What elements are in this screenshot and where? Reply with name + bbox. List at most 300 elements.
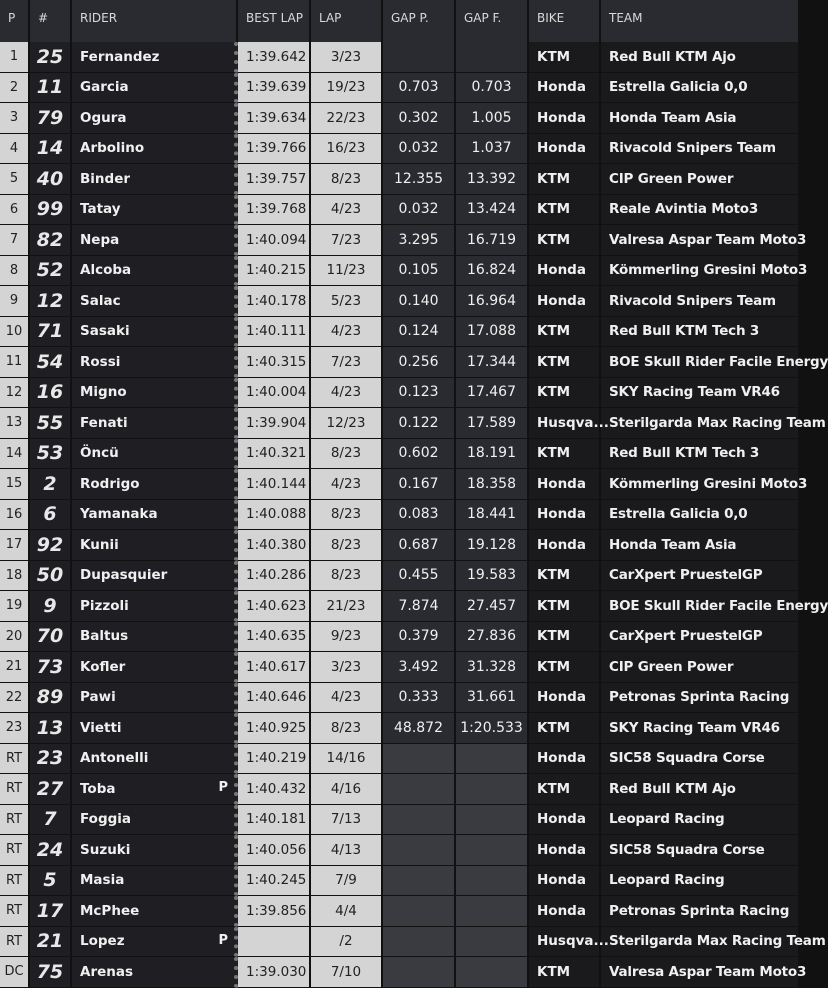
- gap-first-cell-text: 1.037: [471, 140, 512, 157]
- gap-previous-cell-text: 0.083: [398, 506, 439, 523]
- gap-previous-cell-text: 48.872: [394, 719, 443, 736]
- best-lap-cell: [238, 500, 311, 531]
- gap-previous-cell: [383, 683, 456, 714]
- best-lap-cell: [238, 774, 311, 805]
- gap-first-cell-text: 16.964: [467, 292, 516, 309]
- team-cell-text: Petronas Sprinta Racing: [609, 689, 790, 706]
- best-lap-cell: [238, 42, 311, 73]
- gap-previous-cell: [383, 103, 456, 134]
- gap-first-cell-text: 17.344: [467, 353, 516, 370]
- gap-previous-cell: [383, 42, 456, 73]
- team-cell: [601, 622, 800, 653]
- table-row[interactable]: [0, 500, 800, 531]
- rider-name-cell: [72, 591, 238, 622]
- lap-cell: [311, 591, 383, 622]
- rider-name-cell: [72, 195, 238, 226]
- gap-previous-cell: [383, 164, 456, 195]
- rider-name-cell: [72, 622, 238, 653]
- best-lap-cell-text: 1:40.004: [246, 384, 307, 401]
- table-row[interactable]: [0, 286, 800, 317]
- rider-name-cell-text: Tatay: [80, 201, 121, 218]
- lap-cell-text: 4/13: [330, 841, 362, 858]
- team-cell: [601, 866, 800, 897]
- gap-previous-cell: [383, 530, 456, 561]
- gap-first-cell-text: 27.836: [467, 628, 516, 645]
- lap-cell-text: 4/23: [330, 201, 362, 218]
- position-cell-text: 12: [5, 384, 23, 400]
- position-cell-text: 9: [9, 293, 19, 309]
- bike-cell: [529, 225, 601, 256]
- bike-cell: [529, 256, 601, 287]
- gap-previous-cell-text: 0.124: [398, 323, 439, 340]
- rider-name-cell-text: Suzuki: [80, 841, 131, 858]
- table-row[interactable]: [0, 805, 800, 836]
- best-lap-cell-text: 1:40.178: [246, 292, 307, 309]
- rider-name-cell: [72, 927, 238, 958]
- best-lap-cell-text: 1:40.380: [246, 536, 307, 553]
- bike-cell: [529, 652, 601, 683]
- best-lap-cell: [238, 378, 311, 409]
- gap-previous-cell: [383, 652, 456, 683]
- position-cell-text: 13: [5, 415, 23, 431]
- table-row[interactable]: [0, 561, 800, 592]
- table-row[interactable]: [0, 225, 800, 256]
- bike-cell-text: Honda: [537, 79, 586, 96]
- gap-previous-cell: [383, 225, 456, 256]
- position-cell: [0, 347, 30, 378]
- rider-number-cell-text: 52: [36, 259, 64, 282]
- bike-cell-text: KTM: [537, 231, 571, 248]
- header-row: [0, 0, 800, 42]
- position-cell-text: 17: [5, 537, 23, 553]
- bike-cell: [529, 591, 601, 622]
- best-lap-cell-text: 1:40.245: [246, 872, 307, 889]
- gap-first-cell-text: 1:20.533: [460, 719, 523, 736]
- gap-previous-cell-text: 0.302: [398, 109, 439, 126]
- best-lap-cell: [238, 134, 311, 165]
- team-cell: [601, 805, 800, 836]
- rider-name-cell: [72, 73, 238, 104]
- bike-cell: [529, 866, 601, 897]
- bike-cell: [529, 347, 601, 378]
- gap-previous-cell-text: 3.492: [398, 658, 439, 675]
- gap-first-cell-text: 19.583: [467, 567, 516, 584]
- gap-first-cell-text: 31.661: [467, 689, 516, 706]
- bike-cell-text: Husqva...: [537, 933, 609, 950]
- gap-first-cell: [456, 652, 529, 683]
- lap-cell-text: 8/23: [330, 567, 362, 584]
- rider-number-cell-text: 6: [43, 503, 57, 526]
- position-cell: [0, 42, 30, 73]
- bike-cell-text: KTM: [537, 963, 571, 980]
- rider-number-cell: [30, 652, 72, 683]
- lap-cell-text: 9/23: [330, 628, 362, 645]
- gap-first-cell-text: 18.441: [467, 506, 516, 523]
- position-cell: [0, 256, 30, 287]
- best-lap-cell: [238, 195, 311, 226]
- rider-number-cell-text: 27: [36, 777, 64, 800]
- team-cell-text: Rivacold Snipers Team: [609, 140, 776, 157]
- rider-name-cell-text: Kofler: [80, 658, 126, 675]
- position-cell: [0, 866, 30, 897]
- rider-name-cell-text: Rodrigo: [80, 475, 140, 492]
- bike-cell-text: Honda: [537, 689, 586, 706]
- rider-name-cell-text: Toba: [80, 780, 116, 797]
- header-num[interactable]: #: [30, 0, 72, 42]
- bike-cell: [529, 561, 601, 592]
- table-row[interactable]: [0, 896, 800, 927]
- team-cell: [601, 927, 826, 958]
- position-cell-text: 1: [9, 49, 19, 65]
- rider-number-cell: [30, 134, 72, 165]
- rider-name-cell-text: Yamanaka: [80, 506, 158, 523]
- lap-cell: [311, 957, 383, 988]
- table-row[interactable]: [0, 134, 800, 165]
- rider-name-cell: [72, 103, 238, 134]
- rider-name-cell-text: Baltus: [80, 628, 129, 645]
- position-cell-text: DC: [4, 964, 24, 980]
- lap-cell-text: 12/23: [326, 414, 366, 431]
- rider-name-cell: [72, 652, 238, 683]
- rider-name-cell-text: McPhee: [80, 902, 140, 919]
- gap-previous-cell: [383, 896, 456, 927]
- gap-previous-cell: [383, 347, 456, 378]
- lap-cell: [311, 439, 383, 470]
- team-cell-text: Rivacold Snipers Team: [609, 292, 776, 309]
- rider-number-cell: [30, 530, 72, 561]
- lap-cell: [311, 835, 383, 866]
- lap-cell-text: 19/23: [326, 79, 366, 96]
- bike-cell: [529, 103, 601, 134]
- gap-first-cell: [456, 957, 529, 988]
- header-gap-f[interactable]: GAP F.: [456, 0, 529, 42]
- best-lap-cell: [238, 347, 311, 378]
- bike-cell: [529, 286, 601, 317]
- team-cell-text: CIP Green Power: [609, 658, 734, 675]
- header-team[interactable]: TEAM: [601, 0, 800, 42]
- bike-cell-text: KTM: [537, 628, 571, 645]
- rider-number-cell: [30, 866, 72, 897]
- table-row[interactable]: [0, 73, 800, 104]
- gap-first-cell: [456, 439, 529, 470]
- gap-first-cell: [456, 713, 529, 744]
- best-lap-cell: [238, 652, 311, 683]
- rider-name-cell-text: Öncü: [80, 445, 119, 462]
- rider-number-cell: [30, 439, 72, 470]
- bike-cell: [529, 73, 601, 104]
- lap-cell-text: 8/23: [330, 719, 362, 736]
- rider-number-cell: [30, 286, 72, 317]
- team-cell-text: Leopard Racing: [609, 811, 725, 828]
- table-row[interactable]: [0, 591, 800, 622]
- team-cell-text: Valresa Aspar Team Moto3: [609, 963, 807, 980]
- rider-name-cell-text: Pizzoli: [80, 597, 129, 614]
- team-cell: [601, 591, 828, 622]
- lap-cell: [311, 134, 383, 165]
- lap-cell-text: 22/23: [326, 109, 366, 126]
- rider-number-cell-text: 79: [36, 106, 64, 129]
- lap-cell: [311, 927, 383, 958]
- rider-name-cell: [72, 286, 238, 317]
- bike-cell-text: KTM: [537, 384, 571, 401]
- position-cell: [0, 622, 30, 653]
- bike-cell: [529, 683, 601, 714]
- best-lap-cell: [238, 256, 311, 287]
- table-row[interactable]: [0, 408, 800, 439]
- rider-number-cell: [30, 469, 72, 500]
- lap-cell: [311, 286, 383, 317]
- rider-number-cell-text: 17: [36, 899, 64, 922]
- rider-number-cell: [30, 347, 72, 378]
- team-cell: [601, 73, 800, 104]
- position-cell: [0, 225, 30, 256]
- lap-cell: [311, 683, 383, 714]
- rider-number-cell: [30, 835, 72, 866]
- team-cell: [601, 835, 800, 866]
- position-cell-text: 8: [9, 262, 19, 278]
- best-lap-cell-text: 1:40.286: [246, 567, 307, 584]
- rider-name-cell: [72, 378, 238, 409]
- best-lap-cell: [238, 561, 311, 592]
- team-cell-text: Kömmerling Gresini Moto3: [609, 475, 808, 492]
- team-cell-text: CarXpert PruestelGP: [609, 628, 763, 645]
- gap-first-cell: [456, 378, 529, 409]
- position-cell: [0, 652, 30, 683]
- position-cell: [0, 591, 30, 622]
- gap-first-cell: [456, 622, 529, 653]
- team-cell: [601, 439, 800, 470]
- gap-previous-cell-text: 0.379: [398, 628, 439, 645]
- best-lap-cell-text: 1:40.215: [246, 262, 307, 279]
- best-lap-cell-text: 1:39.768: [246, 201, 307, 218]
- table-row[interactable]: [0, 42, 800, 73]
- team-cell-text: SKY Racing Team VR46: [609, 384, 780, 401]
- rider-number-cell-text: 21: [36, 930, 64, 953]
- gap-first-cell-text: 17.088: [467, 323, 516, 340]
- rider-name-cell: [72, 164, 238, 195]
- best-lap-cell-text: 1:40.111: [246, 323, 307, 340]
- rider-number-cell: [30, 378, 72, 409]
- table-row[interactable]: [0, 103, 800, 134]
- table-row[interactable]: [0, 866, 800, 897]
- team-cell: [601, 256, 808, 287]
- gap-first-cell: [456, 561, 529, 592]
- gap-first-cell: [456, 774, 529, 805]
- lap-cell: [311, 347, 383, 378]
- gap-previous-cell: [383, 73, 456, 104]
- lap-cell-text: 7/13: [330, 811, 362, 828]
- table-row[interactable]: [0, 439, 800, 470]
- table-row[interactable]: [0, 652, 800, 683]
- rider-name-cell: [72, 713, 238, 744]
- gap-previous-cell: [383, 256, 456, 287]
- team-cell: [601, 164, 800, 195]
- header-bike[interactable]: BIKE: [529, 0, 601, 42]
- best-lap-cell: [238, 957, 311, 988]
- rider-number-cell: [30, 683, 72, 714]
- table-row[interactable]: [0, 378, 800, 409]
- lap-cell: [311, 195, 383, 226]
- table-row[interactable]: [0, 622, 800, 653]
- table-row[interactable]: [0, 347, 800, 378]
- table-row[interactable]: [0, 957, 800, 988]
- best-lap-cell-text: 1:40.432: [246, 780, 307, 797]
- bike-cell-text: KTM: [537, 48, 571, 65]
- best-lap-cell: [238, 744, 311, 775]
- lap-cell: [311, 652, 383, 683]
- rider-number-cell-text: 25: [36, 45, 64, 68]
- team-cell-text: SIC58 Squadra Corse: [609, 841, 765, 858]
- rider-number-cell-text: 13: [36, 716, 64, 739]
- position-cell-text: RT: [5, 903, 23, 919]
- position-cell: [0, 805, 30, 836]
- bike-cell-text: KTM: [537, 597, 571, 614]
- rider-number-cell-text: 92: [36, 533, 64, 556]
- rider-number-cell-text: 40: [36, 167, 64, 190]
- lap-cell: [311, 774, 383, 805]
- header-best-lap[interactable]: BEST LAP: [238, 0, 311, 42]
- rider-name-cell: [72, 347, 238, 378]
- best-lap-cell: [238, 927, 311, 958]
- gap-first-cell-text: 13.392: [467, 170, 516, 187]
- position-cell-text: 15: [5, 476, 23, 492]
- bike-cell: [529, 42, 601, 73]
- rider-number-cell: [30, 591, 72, 622]
- best-lap-cell: [238, 591, 311, 622]
- gap-first-cell: [456, 42, 529, 73]
- team-cell-text: Estrella Galicia 0,0: [609, 506, 748, 523]
- rider-name-cell-text: Lopez: [80, 933, 125, 950]
- gap-previous-cell-text: 0.687: [398, 536, 439, 553]
- team-cell-text: Honda Team Asia: [609, 109, 737, 126]
- bike-cell-text: KTM: [537, 445, 571, 462]
- rider-number-cell-text: 11: [36, 76, 64, 99]
- bike-cell: [529, 439, 601, 470]
- rider-number-cell-text: 71: [36, 320, 64, 343]
- lap-cell-text: 7/23: [330, 231, 362, 248]
- bike-cell: [529, 500, 601, 531]
- gap-previous-cell-text: 0.122: [398, 414, 439, 431]
- table-row[interactable]: [0, 744, 800, 775]
- bike-cell: [529, 622, 601, 653]
- rider-name-cell-text: Garcia: [80, 79, 129, 96]
- team-cell-text: CarXpert PruestelGP: [609, 567, 763, 584]
- gap-first-cell: [456, 805, 529, 836]
- table-row[interactable]: [0, 927, 800, 958]
- table-row[interactable]: [0, 469, 800, 500]
- team-cell-text: Estrella Galicia 0,0: [609, 79, 748, 96]
- position-cell: [0, 439, 30, 470]
- best-lap-cell: [238, 530, 311, 561]
- bike-cell: [529, 378, 601, 409]
- table-row[interactable]: [0, 317, 800, 348]
- rider-number-cell-text: 7: [43, 808, 57, 831]
- best-lap-cell: [238, 896, 311, 927]
- gap-first-cell: [456, 530, 529, 561]
- position-cell: [0, 317, 30, 348]
- header-pos[interactable]: P: [0, 0, 30, 42]
- rider-name-cell: [72, 896, 238, 927]
- table-row[interactable]: [0, 835, 800, 866]
- best-lap-cell-text: 1:39.904: [246, 414, 307, 431]
- rider-number-cell-text: 73: [36, 655, 64, 678]
- gap-previous-cell-text: 0.032: [398, 140, 439, 157]
- position-cell: [0, 835, 30, 866]
- rider-number-cell: [30, 713, 72, 744]
- table-row[interactable]: [0, 713, 800, 744]
- rider-name-cell-text: Vietti: [80, 719, 122, 736]
- lap-cell: [311, 164, 383, 195]
- gap-first-cell: [456, 103, 529, 134]
- table-row[interactable]: [0, 774, 800, 805]
- rider-name-cell: [72, 225, 238, 256]
- header-gap-p[interactable]: GAP P.: [383, 0, 456, 42]
- gap-previous-cell-text: 0.167: [398, 475, 439, 492]
- rider-name-cell-text: Arbolino: [80, 140, 145, 157]
- rider-name-cell: [72, 561, 238, 592]
- team-cell: [601, 896, 800, 927]
- best-lap-cell-text: 1:40.144: [246, 475, 307, 492]
- position-cell-text: RT: [5, 842, 23, 858]
- gap-first-cell-text: 27.457: [467, 597, 516, 614]
- gap-first-cell: [456, 683, 529, 714]
- team-cell-text: Petronas Sprinta Racing: [609, 902, 790, 919]
- rider-name-cell-text: Arenas: [80, 963, 134, 980]
- rider-name-cell: [72, 805, 238, 836]
- rider-number-cell-text: 9: [43, 594, 57, 617]
- bike-cell-text: KTM: [537, 201, 571, 218]
- bike-cell-text: Husqva...: [537, 414, 609, 431]
- best-lap-cell: [238, 469, 311, 500]
- position-cell: [0, 164, 30, 195]
- table-row[interactable]: [0, 530, 800, 561]
- rider-number-cell: [30, 225, 72, 256]
- gap-first-cell-text: 18.191: [467, 445, 516, 462]
- team-cell: [601, 561, 800, 592]
- table-row[interactable]: [0, 256, 800, 287]
- rider-name-cell-text: Foggia: [80, 811, 132, 828]
- gap-previous-cell: [383, 805, 456, 836]
- rider-name-cell-text: Alcoba: [80, 262, 132, 279]
- header-lap[interactable]: LAP: [311, 0, 383, 42]
- gap-previous-cell-text: 0.703: [398, 79, 439, 96]
- gap-first-cell: [456, 73, 529, 104]
- best-lap-cell-text: 1:40.635: [246, 628, 307, 645]
- table-row[interactable]: [0, 164, 800, 195]
- rider-number-cell-text: 5: [43, 869, 57, 892]
- bike-cell: [529, 408, 609, 439]
- gap-previous-cell: [383, 744, 456, 775]
- table-row[interactable]: [0, 195, 800, 226]
- position-cell-text: 14: [5, 445, 23, 461]
- lap-cell-text: 8/23: [330, 506, 362, 523]
- gap-previous-cell: [383, 500, 456, 531]
- rider-number-cell-text: 2: [43, 472, 57, 495]
- bike-cell: [529, 774, 601, 805]
- header-rider[interactable]: RIDER: [72, 0, 238, 42]
- best-lap-cell: [238, 225, 311, 256]
- position-cell: [0, 469, 30, 500]
- rider-number-cell-text: 24: [36, 838, 64, 861]
- position-cell-text: RT: [5, 933, 23, 949]
- lap-cell: [311, 378, 383, 409]
- lap-cell: [311, 805, 383, 836]
- rider-number-cell: [30, 103, 72, 134]
- table-row[interactable]: [0, 683, 800, 714]
- team-cell-text: Red Bull KTM Ajo: [609, 48, 736, 65]
- team-cell: [601, 347, 828, 378]
- best-lap-cell: [238, 713, 311, 744]
